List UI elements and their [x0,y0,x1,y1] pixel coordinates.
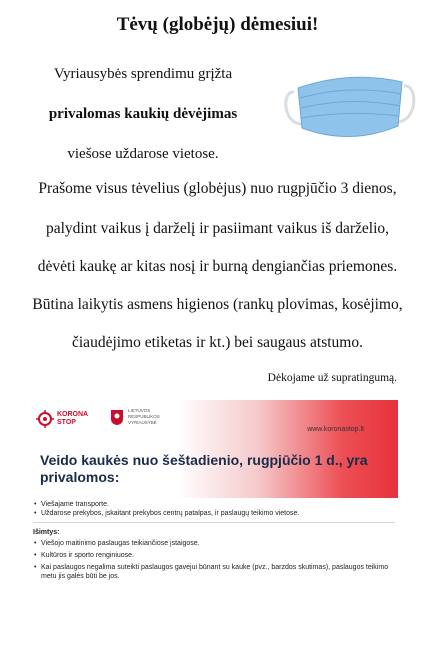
body-line: Prašome visus tėvelius (globėjus) nuo rugpjūčio 3 dienos, [38,180,397,197]
intro-line-1: Vyriausybės sprendimu grįžta [53,66,233,82]
body-line: čiaudėjimo etiketas ir kt.) bei saugaus atstumo. [72,334,363,351]
koronastop-banner [30,400,398,498]
thanks-note: Dėkojame už supratingumą. [267,372,397,384]
korona-virus-icon [36,410,54,428]
divider [33,522,395,523]
required-list [33,500,395,518]
page-title: Tėvų (globėjų) dėmesiui! [116,14,319,35]
korona-label: KORONA [57,411,89,418]
body-line: dėvėti kaukę ar kitas nosį ir burną dengiančias priemones. [37,258,398,275]
government-label: LIETUVOS RESPUBLIKOS VYRIAUSYBĖ [128,408,160,425]
list-item: • Viešajame transporte. [33,500,395,509]
list-item: • Uždarose prekybos, įskaitant prekybos centrų patalpas, ir paslaugų teikimo vietose. [33,509,395,518]
coat-of-arms-icon [110,409,124,426]
list-item: • Viešojo maitinimo paslaugas teikiančiose įstaigose. [33,539,395,548]
list-item: • Kultūros ir sporto renginiuose. [33,551,395,560]
intro-line-3: viešose uždarose vietose. [67,146,219,162]
exceptions-title: Išimtys: [33,529,60,536]
korona-stop-logo [36,410,88,428]
body-line: Būtina laikytis asmens higienos (rankų plovimas, kosėjimo, [32,296,403,313]
banner-headline: Veido kaukės nuo šeštadienio, rugpjūčio 1 d., yra privalomos: [40,452,368,485]
info-lists [33,500,395,581]
face-mask-icon [280,62,420,152]
stop-label: STOP [57,419,76,426]
intro-line-2: privalomas kaukių dėvėjimas [48,106,238,122]
website-link[interactable]: www.koronastop.lt [307,426,364,433]
government-logo [110,408,178,426]
list-item: • Kai paslaugos negalima suteikti paslaugos gavėjui būnant su kauke (pvz., barzdos skutimas), paslaugos teikimo metu jis galės būti be jos. [33,563,395,581]
exceptions-list [33,539,395,581]
body-line: palydint vaikus į darželį ir pasiimant vaikus iš darželio, [45,220,390,237]
